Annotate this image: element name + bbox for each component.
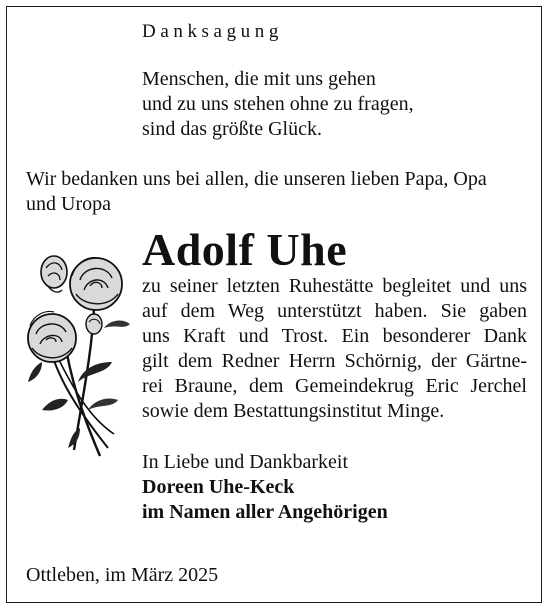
roses-icon	[18, 250, 136, 462]
body-line-5: rei Braune, dem Gemeindekrug Eric Jerchel	[142, 375, 527, 397]
poem-line-2: und zu uns stehen ohne zu fragen,	[142, 93, 414, 115]
body-line-6: sowie dem Bestattungsinstitut Minge.	[142, 400, 445, 422]
signatory-note: im Namen aller Angehörigen	[142, 501, 388, 523]
intro-line-1: Wir bedanken uns bei allen, die unseren lieben Papa, Opa	[26, 168, 487, 190]
body-line-3: uns Kraft und Trost. Ein besonderer Dank	[142, 325, 527, 347]
signatory-name: Doreen Uhe-Keck	[142, 476, 295, 498]
intro-line-2: und Uropa	[26, 193, 111, 215]
poem-line-1: Menschen, die mit uns gehen	[142, 68, 376, 90]
place-date: Ottleben, im März 2025	[26, 564, 219, 586]
deceased-name: Adolf Uhe	[142, 224, 348, 275]
body-line-1: zu seiner letzten Ruhestätte begleitet und uns	[142, 275, 527, 297]
notice-heading: Danksagung	[142, 21, 283, 42]
body-line-2: auf dem Weg unterstützt haben. Sie gaben	[142, 300, 527, 322]
poem-line-3: sind das größte Glück.	[142, 118, 322, 140]
closing-line: In Liebe und Dankbarkeit	[142, 451, 349, 473]
body-line-4: gilt dem Redner Herrn Schörnig, der Gärtne-	[142, 350, 527, 372]
